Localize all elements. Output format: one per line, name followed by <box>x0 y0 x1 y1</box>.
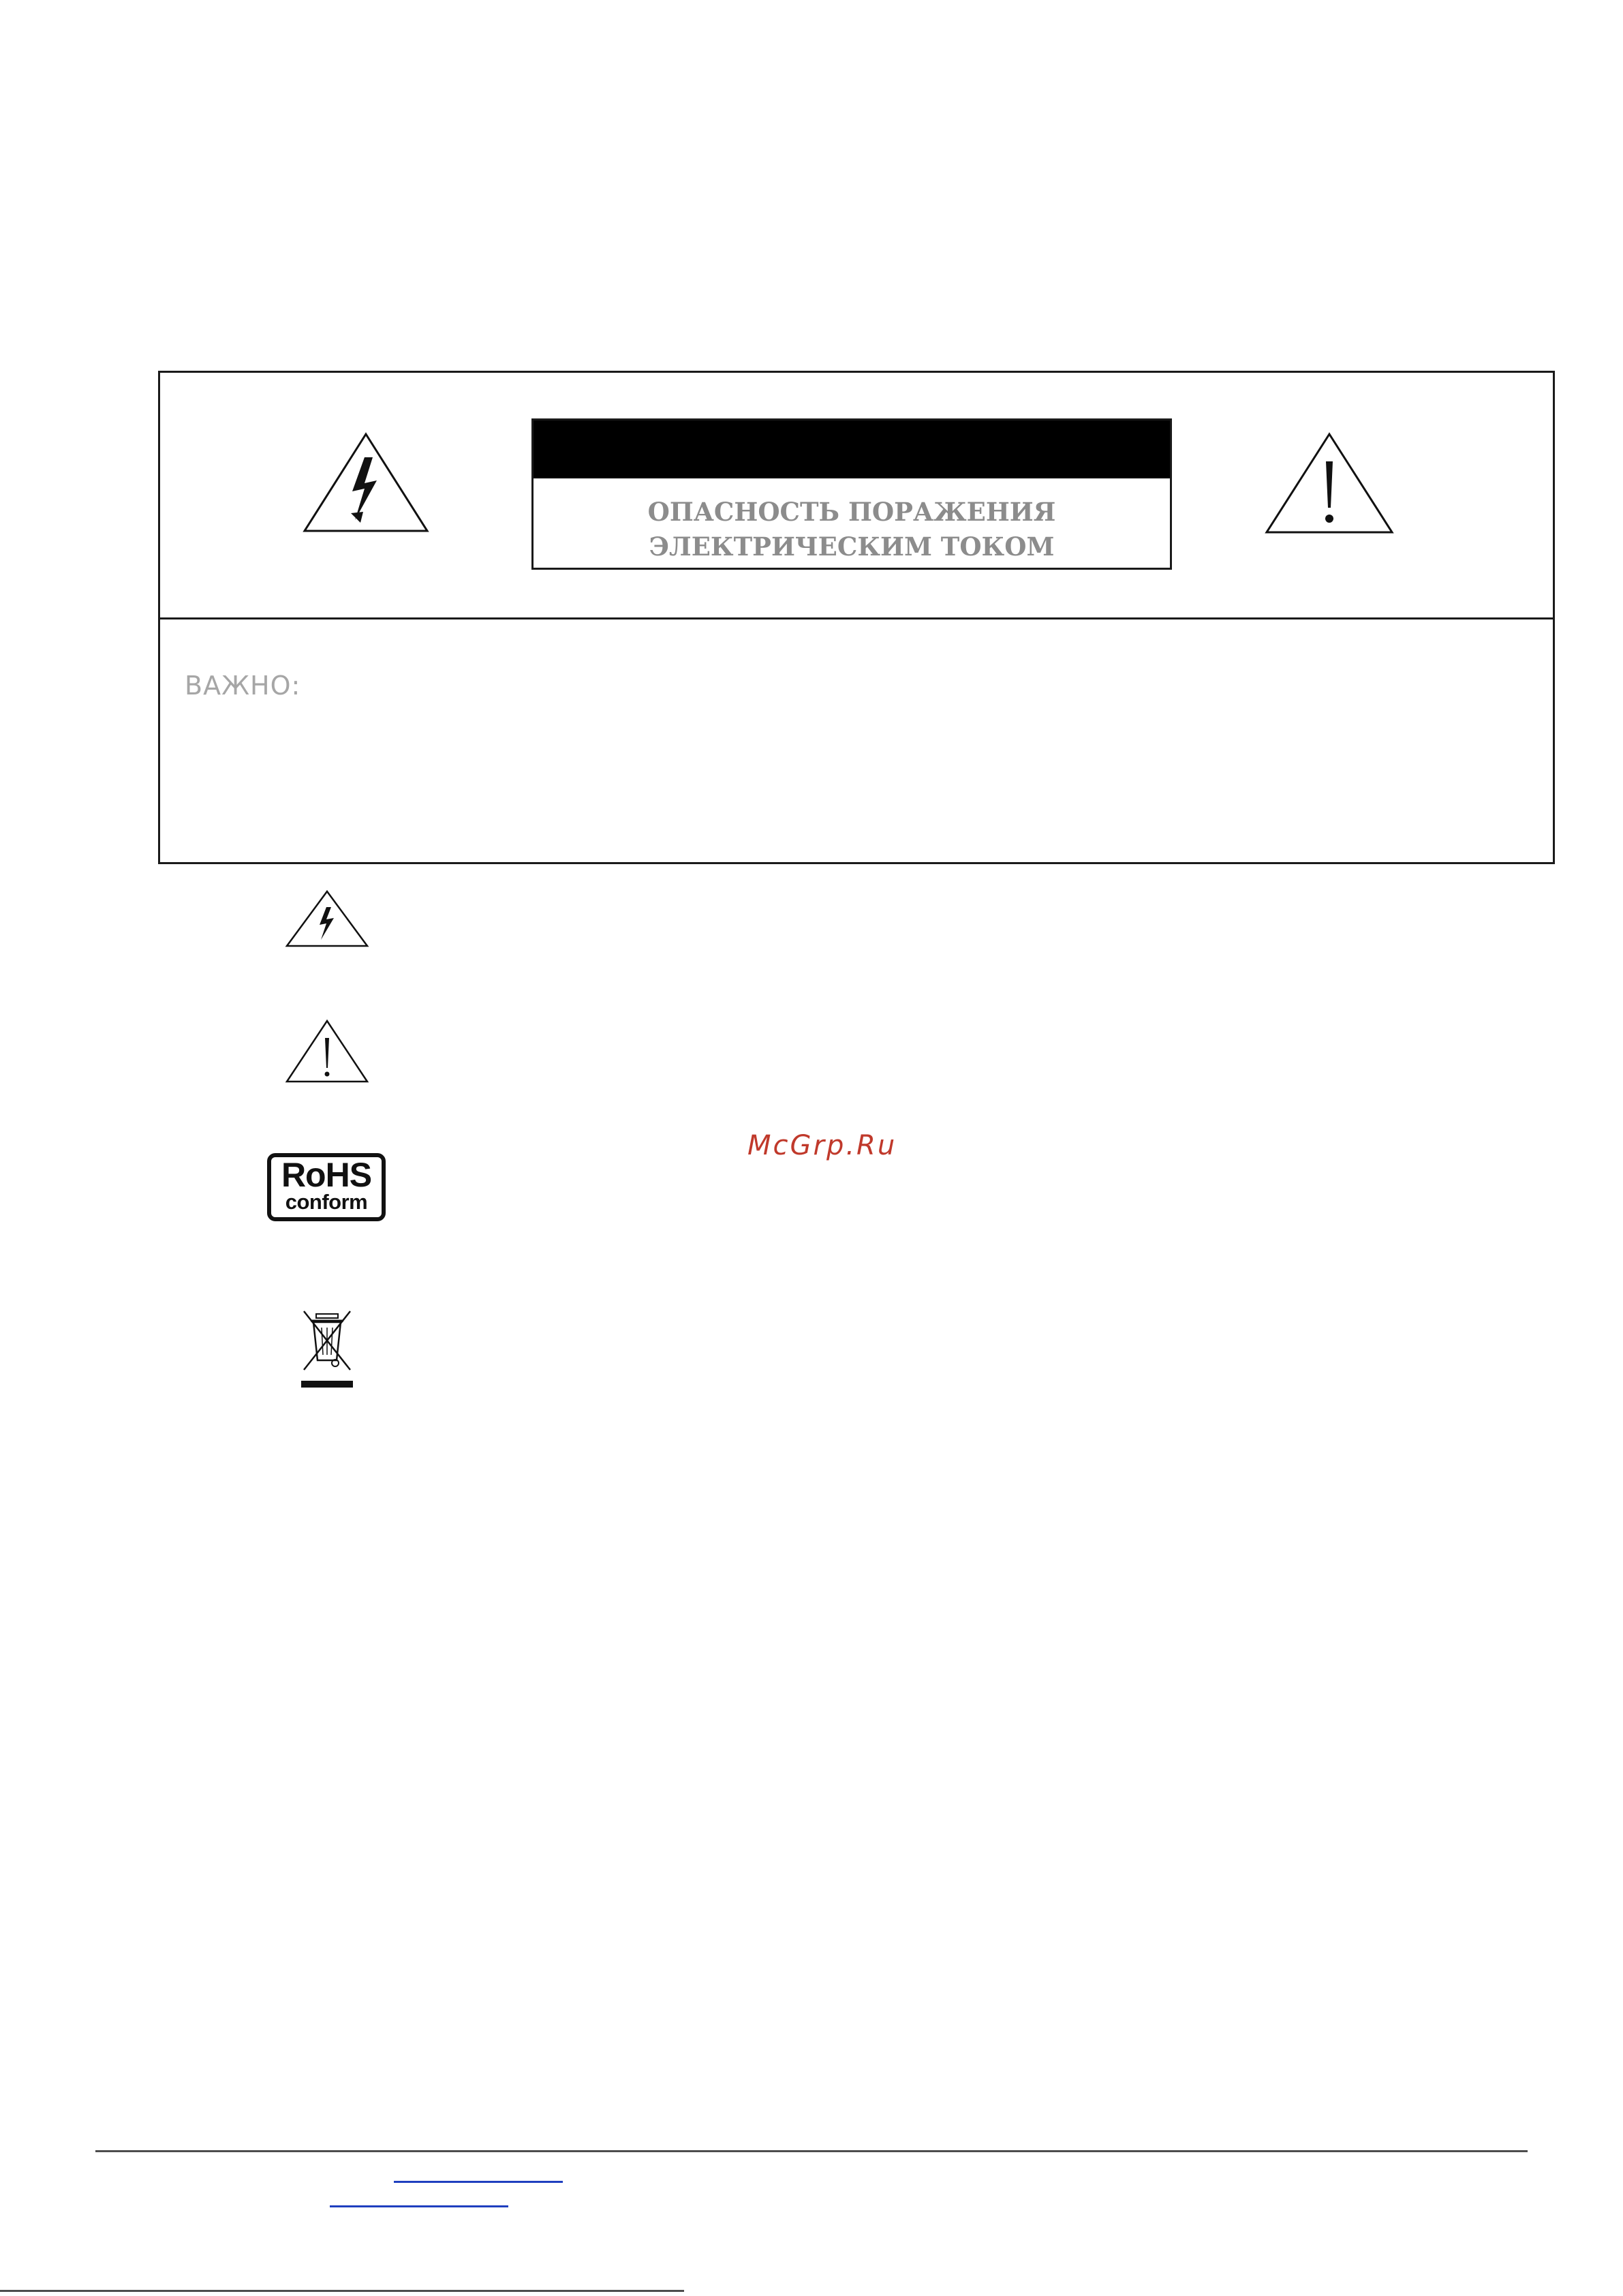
rohs-conform-icon <box>267 1153 386 1221</box>
watermark-text: McGrp.Ru <box>747 1130 897 1161</box>
lightning-triangle-icon <box>285 889 369 948</box>
footer-link-underline[interactable] <box>330 2205 508 2207</box>
rohs-logo-subtext: conform <box>285 1190 368 1214</box>
footer-link-underline[interactable] <box>394 2181 563 2183</box>
rohs-logo-text: RoHS <box>281 1156 372 1194</box>
exclamation-triangle-icon <box>1264 431 1395 535</box>
lightning-triangle-icon <box>302 431 430 534</box>
bottom-divider <box>0 2290 684 2292</box>
important-heading: ВАЖНО: <box>185 671 301 701</box>
crossed-bin-icon <box>298 1307 356 1392</box>
label-black-bar <box>534 420 1170 478</box>
warning-box <box>158 371 1555 864</box>
footer-divider <box>95 2150 1528 2152</box>
label-text-line-1: ОПАСНОСТЬ ПОРАЖЕНИЯ <box>647 497 1056 527</box>
shock-warning-label <box>531 418 1172 570</box>
exclamation-triangle-icon <box>285 1019 369 1084</box>
label-text-line-2: ЭЛЕКТРИЧЕСКИМ ТОКОМ <box>649 532 1055 562</box>
warning-header <box>160 373 1553 619</box>
